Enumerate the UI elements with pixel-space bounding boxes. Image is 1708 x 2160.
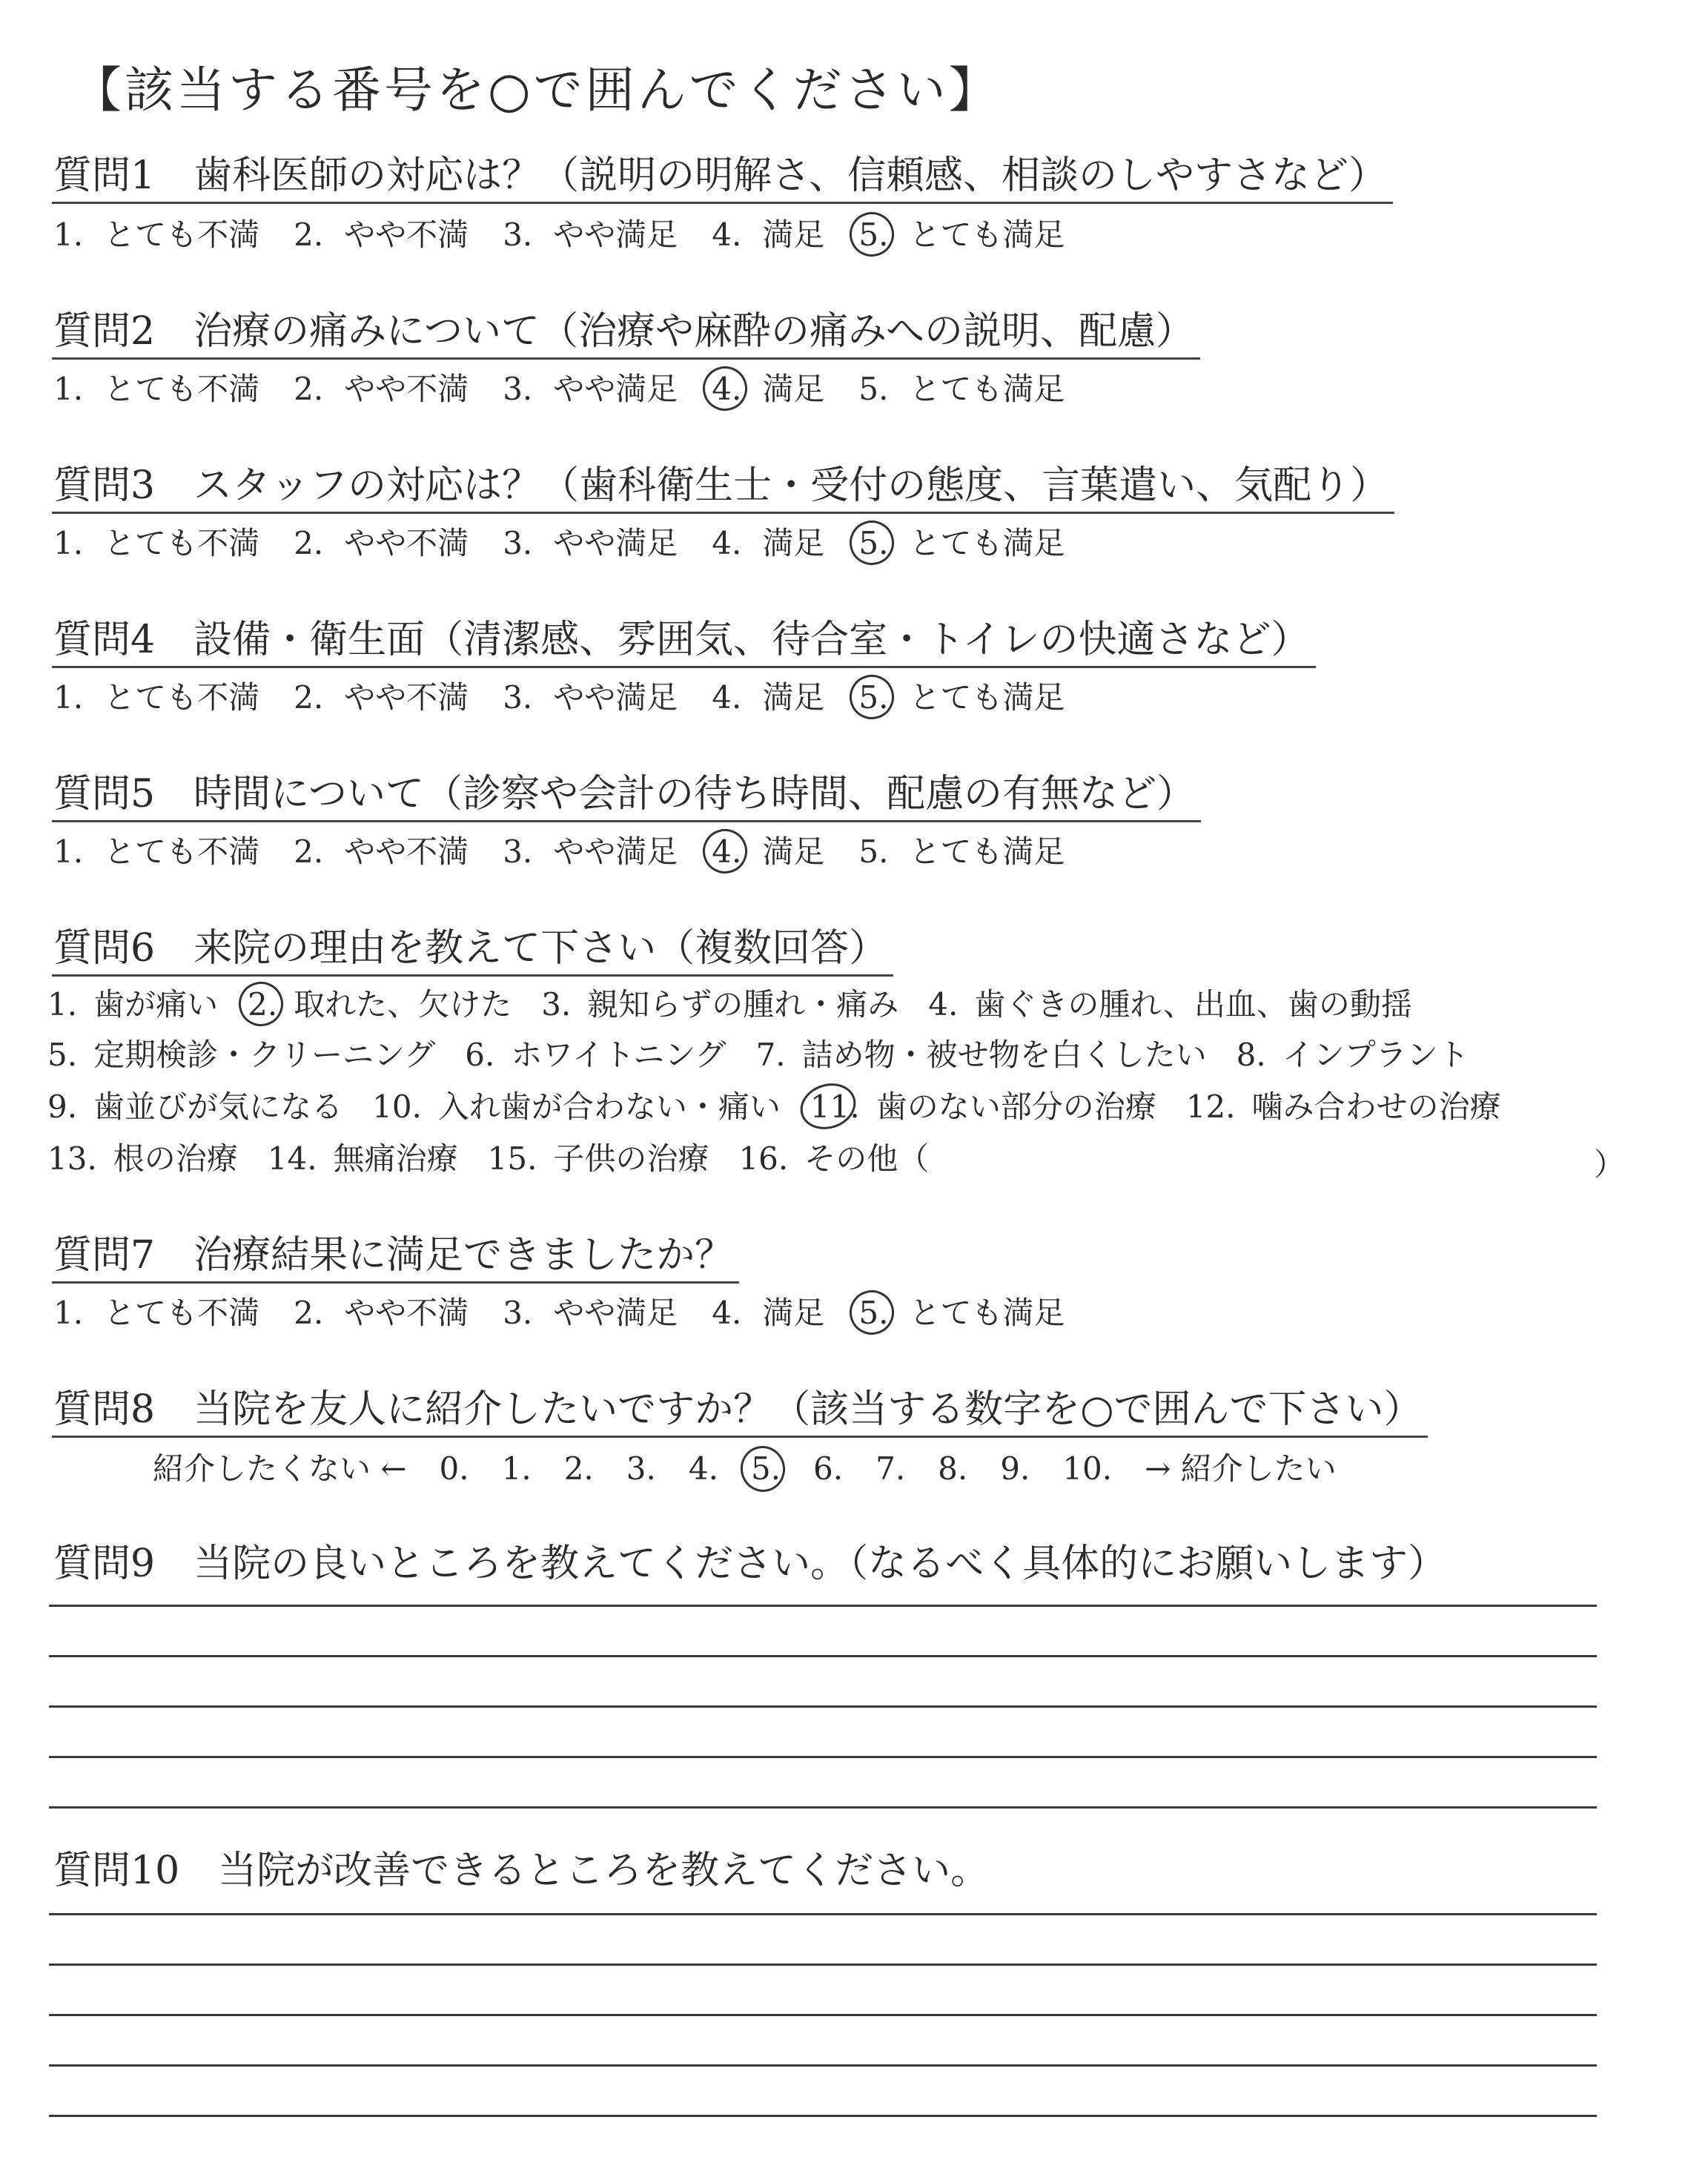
option-label: とても不満 — [104, 1295, 260, 1331]
option-label: とても不満 — [104, 679, 260, 716]
option-4[interactable] — [712, 679, 824, 716]
option-number: 5. — [858, 679, 889, 716]
scale-left-label: 紹介したくない ← — [153, 1450, 407, 1487]
option-3[interactable] — [503, 217, 678, 254]
option-number: 4. — [712, 679, 742, 716]
option-label: とても不満 — [104, 217, 260, 253]
option-2[interactable] — [294, 525, 469, 562]
answer-line[interactable] — [49, 2014, 1597, 2016]
scale-option[interactable]: 4. — [688, 1450, 718, 1487]
reason-label: 歯ぐきの腫れ、出血、歯の動揺 — [974, 986, 1412, 1023]
option-number: 2. — [294, 371, 324, 407]
option-2[interactable] — [294, 217, 469, 254]
option-label: やや不満 — [344, 1295, 469, 1331]
answer-line[interactable] — [49, 2115, 1597, 2117]
reason-option[interactable] — [810, 1089, 1156, 1126]
option-number: 3. — [503, 1295, 533, 1331]
option-1[interactable] — [53, 371, 259, 408]
question-6-row[interactable] — [47, 986, 1442, 1023]
option-label: やや満足 — [553, 217, 678, 253]
option-label: 満足 — [762, 833, 825, 870]
answer-line[interactable] — [49, 1605, 1597, 1607]
option-number: 5. — [858, 1295, 889, 1331]
option-label: やや不満 — [344, 371, 469, 407]
reason-number: 8. — [1236, 1037, 1266, 1073]
option-label: とても不満 — [104, 525, 260, 561]
option-label: 満足 — [762, 525, 825, 561]
reason-option[interactable] — [465, 1037, 726, 1074]
scale-option[interactable]: 0. — [439, 1450, 469, 1487]
reason-label: 根の治療 — [113, 1140, 238, 1177]
scale-option[interactable]: 6. — [813, 1450, 844, 1487]
option-number: 2. — [294, 217, 324, 253]
answer-line[interactable] — [49, 1756, 1597, 1758]
reason-label: 噛み合わせの治療 — [1251, 1089, 1501, 1125]
scale-option[interactable]: 8. — [938, 1450, 968, 1487]
option-label: とても満足 — [909, 833, 1065, 870]
question-6-row[interactable] — [47, 1140, 959, 1178]
option-3[interactable] — [503, 1295, 678, 1332]
reason-option[interactable] — [1186, 1089, 1501, 1126]
reason-label: 定期検診・クリーニング — [93, 1037, 436, 1073]
question-5-label: 質問5 時間について（診察や会計の待ち時間、配慮の有無など） — [52, 773, 1201, 822]
option-3[interactable] — [503, 371, 678, 408]
option-number: 1. — [53, 217, 84, 253]
question-2-label: 質問2 治療の痛みについて（治療や麻酔の痛みへの説明、配慮） — [52, 310, 1200, 360]
option-number: 4. — [712, 1295, 742, 1331]
option-4[interactable] — [712, 525, 824, 562]
question-1-label: 質問1 歯科医師の対応は？（説明の明解さ、信頼感、相談のしやすさなど） — [52, 154, 1393, 204]
reason-label: その他（ — [804, 1140, 930, 1177]
reason-label: 入れ歯が合わない・痛い — [437, 1089, 781, 1125]
option-number: 5. — [858, 833, 889, 870]
option-1[interactable] — [53, 833, 259, 871]
question-7-label: 質問7 治療結果に満足できましたか？ — [52, 1234, 739, 1284]
option-label: やや不満 — [344, 217, 469, 253]
option-number: 3. — [503, 371, 533, 407]
option-number: 1. — [53, 525, 84, 561]
reason-option[interactable] — [928, 986, 1412, 1023]
reason-option[interactable] — [738, 1140, 929, 1178]
reason-number: 6. — [465, 1037, 495, 1073]
option-5[interactable] — [858, 371, 1065, 408]
option-5[interactable] — [858, 679, 1065, 716]
reason-number: 3. — [541, 986, 572, 1023]
option-label: やや満足 — [553, 1295, 678, 1331]
option-5[interactable] — [858, 1295, 1065, 1332]
reason-label: ホワイトニング — [511, 1037, 726, 1073]
reason-number: 13. — [47, 1140, 97, 1177]
scale-option[interactable]: 1. — [501, 1450, 532, 1487]
option-4[interactable] — [712, 833, 824, 871]
option-label: やや満足 — [553, 371, 678, 407]
question-4-label: 質問4 設備・衛生面（清潔感、雰囲気、待合室・トイレの快適さなど） — [52, 618, 1316, 668]
reason-number: 9. — [47, 1089, 78, 1125]
answer-line[interactable] — [49, 1964, 1597, 1966]
reason-number: 7. — [755, 1037, 786, 1073]
option-label: 満足 — [762, 371, 825, 407]
reason-number: 11. — [810, 1089, 860, 1125]
option-number: 1. — [53, 371, 84, 407]
option-label: やや不満 — [344, 525, 469, 561]
scale-option[interactable]: 2. — [563, 1450, 594, 1487]
option-number: 2. — [294, 525, 324, 561]
other-paren-close: ） — [1594, 1146, 1626, 1183]
reason-number: 14. — [267, 1140, 317, 1177]
reason-number: 2. — [248, 986, 278, 1023]
scale-right-label: → 紹介したい — [1145, 1450, 1337, 1487]
option-label: 満足 — [762, 679, 825, 716]
option-number: 1. — [53, 833, 84, 870]
scale-option[interactable]: 3. — [626, 1450, 656, 1487]
reason-number: 4. — [928, 986, 959, 1023]
reason-number: 12. — [1185, 1089, 1236, 1125]
scale-option[interactable]: 10. — [1062, 1450, 1113, 1487]
reason-label: 歯が痛い — [93, 986, 219, 1023]
option-3[interactable] — [503, 679, 678, 716]
option-label: 満足 — [762, 217, 825, 253]
option-label: やや不満 — [344, 679, 469, 716]
reason-option[interactable] — [541, 986, 898, 1023]
option-label: とても満足 — [909, 217, 1065, 253]
scale-option[interactable]: 7. — [875, 1450, 906, 1487]
option-label: とても満足 — [909, 525, 1065, 561]
question-3-label: 質問3 スタッフの対応は？（歯科衛生士・受付の態度、言葉遣い、気配り） — [52, 464, 1394, 514]
reason-label: 歯並びが気になる — [93, 1089, 343, 1125]
option-1[interactable] — [53, 525, 259, 562]
question-6-row[interactable] — [47, 1089, 1531, 1126]
reason-option[interactable] — [756, 1037, 1207, 1074]
reason-option[interactable] — [47, 1140, 238, 1178]
question-5-options[interactable] — [53, 833, 1099, 871]
question-6-label: 質問6 来院の理由を教えて下さい（複数回答） — [52, 927, 893, 977]
answer-line[interactable] — [49, 1655, 1597, 1657]
option-label: やや不満 — [344, 833, 469, 870]
option-label: とても満足 — [909, 679, 1065, 716]
question-8-scale[interactable] — [153, 1450, 1369, 1487]
reason-option[interactable] — [47, 1037, 435, 1074]
option-2[interactable] — [294, 1295, 469, 1332]
question-8-label: 質問8 当院を友人に紹介したいですか？（該当する数字を○で囲んで下さい） — [52, 1388, 1428, 1438]
option-5[interactable] — [858, 525, 1065, 562]
option-number: 2. — [294, 833, 324, 870]
answer-line[interactable] — [49, 2064, 1597, 2067]
option-number: 5. — [858, 525, 889, 561]
option-label: やや満足 — [553, 525, 678, 561]
answer-line[interactable] — [49, 1705, 1597, 1708]
option-5[interactable] — [858, 217, 1065, 254]
option-number: 2. — [294, 679, 324, 716]
reason-label: 歯のない部分の治療 — [875, 1089, 1156, 1125]
option-2[interactable] — [294, 371, 469, 408]
option-label: とても満足 — [909, 1295, 1065, 1331]
reason-number: 5. — [47, 1037, 78, 1073]
option-label: とても不満 — [104, 371, 260, 407]
option-4[interactable] — [712, 1295, 824, 1332]
option-1[interactable] — [53, 217, 259, 254]
question-7-options[interactable] — [53, 1295, 1099, 1332]
option-label: とても不満 — [104, 833, 260, 870]
reason-label: 子供の治療 — [553, 1140, 709, 1177]
scale-option[interactable]: 5. — [750, 1450, 781, 1487]
option-label: 満足 — [762, 1295, 825, 1331]
option-number: 3. — [503, 525, 533, 561]
option-4[interactable] — [712, 217, 824, 254]
answer-line[interactable] — [49, 1913, 1597, 1915]
reason-number: 10. — [372, 1089, 422, 1125]
option-1[interactable] — [53, 679, 259, 716]
option-3[interactable] — [503, 525, 678, 562]
reason-label: 取れた、欠けた — [294, 986, 512, 1023]
option-number: 3. — [503, 217, 533, 253]
option-number: 3. — [503, 679, 533, 716]
question-10-label: 質問10 当院が改善できるところを教えてください。 — [53, 1849, 990, 1893]
reason-option[interactable] — [268, 1140, 458, 1178]
option-number: 4. — [712, 371, 742, 407]
option-1[interactable] — [53, 1295, 259, 1332]
reason-number: 1. — [47, 986, 78, 1023]
option-2[interactable] — [294, 679, 469, 716]
reason-label: 無痛治療 — [333, 1140, 458, 1177]
reason-number: 15. — [487, 1140, 537, 1177]
question-3-options[interactable] — [53, 525, 1099, 562]
option-number: 1. — [53, 679, 84, 716]
question-2-options[interactable] — [53, 371, 1099, 408]
option-number: 2. — [294, 1295, 324, 1331]
reason-option[interactable] — [488, 1140, 709, 1178]
scale-option[interactable]: 9. — [1000, 1450, 1030, 1487]
page-title: 【該当する番号を○で囲んでください】 — [73, 62, 1001, 119]
option-4[interactable] — [712, 371, 824, 408]
answer-line[interactable] — [49, 1806, 1597, 1809]
option-label: やや満足 — [553, 679, 678, 716]
option-number: 3. — [503, 833, 533, 870]
option-5[interactable] — [858, 833, 1065, 871]
option-number: 4. — [712, 525, 742, 561]
option-3[interactable] — [503, 833, 678, 871]
question-1-options[interactable] — [53, 217, 1099, 254]
option-number: 5. — [858, 217, 889, 253]
reason-label: 親知らずの腫れ・痛み — [587, 986, 899, 1023]
reason-number: 16. — [738, 1140, 789, 1177]
reason-label: 詰め物・被せ物を白くしたい — [801, 1037, 1207, 1073]
option-number: 1. — [53, 1295, 84, 1331]
question-6-row[interactable] — [47, 1037, 1499, 1074]
option-2[interactable] — [294, 833, 469, 871]
reason-label: インプラント — [1282, 1037, 1469, 1073]
option-number: 4. — [712, 833, 742, 870]
question-9-label: 質問9 当院の良いところを教えてください。（なるべく具体的にお願いします） — [53, 1542, 1447, 1586]
reason-option[interactable] — [248, 986, 512, 1023]
option-number: 5. — [858, 371, 889, 407]
option-label: やや満足 — [553, 833, 678, 870]
option-number: 4. — [712, 217, 742, 253]
question-4-options[interactable] — [53, 679, 1099, 716]
reason-option[interactable] — [47, 986, 218, 1023]
reason-option[interactable] — [372, 1089, 781, 1126]
reason-option[interactable] — [1237, 1037, 1469, 1074]
option-label: とても満足 — [909, 371, 1065, 407]
reason-option[interactable] — [47, 1089, 342, 1126]
